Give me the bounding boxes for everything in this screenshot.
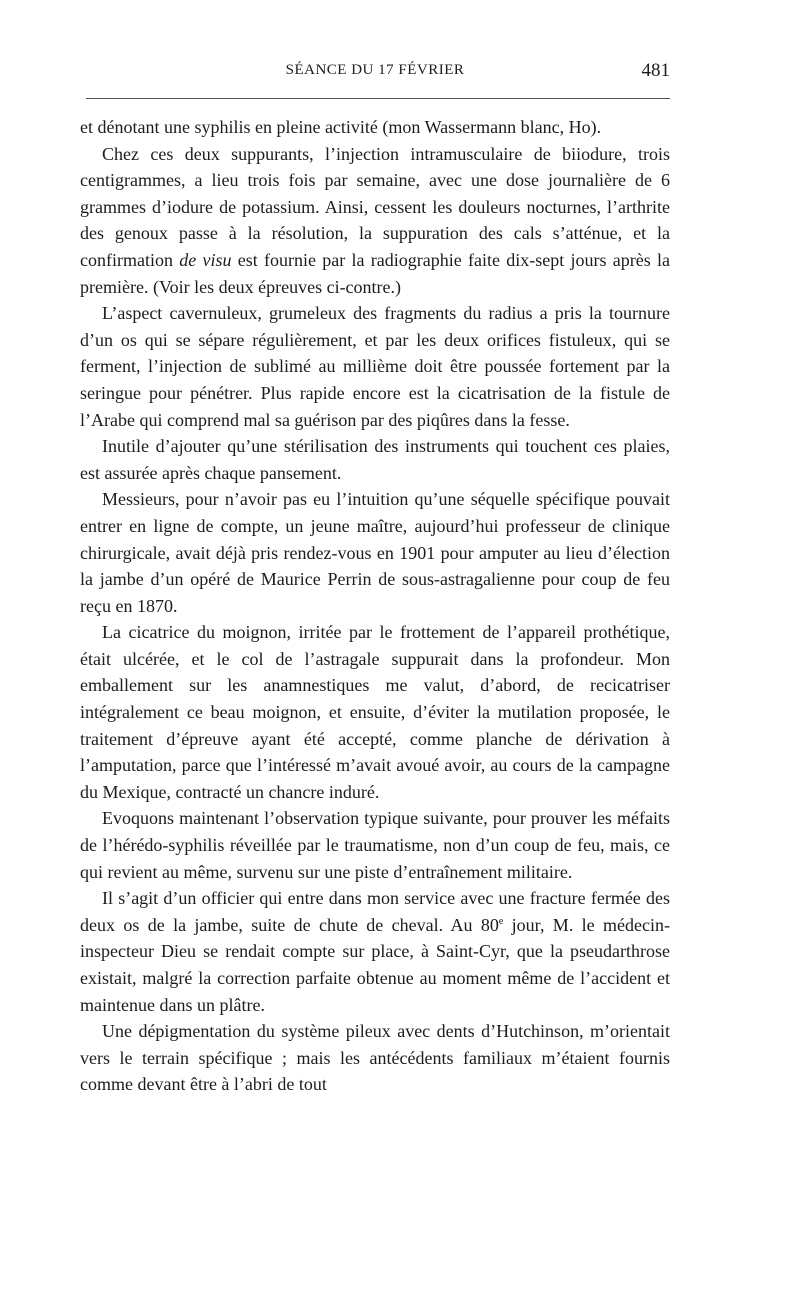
- paragraph: Il s’agit d’un officier qui entre dans mon service avec une fracture fermée des deux os de la jambe, suite de chute de cheval. Au 80e jour, M. le médecin-inspecteur Dieu se rendait compte sur place, à Saint-Cyr, que la pseudarthrose existait, malgré la correction parfaite obtenue au moment même de l’accident et maintenue dans un plâtre.: [80, 888, 670, 1015]
- running-header: [80, 60, 670, 86]
- latin-phrase: de visu: [179, 249, 232, 270]
- paragraph: La cicatrice du moignon, irritée par le frottement de l’appareil prothétique, était ulcérée, et le col de l’astragale suppurait dans la profondeur. Mon emballement sur les anamnestiques me valut, d’abord, de recicatriser intégralement ce beau moignon, et ensuite, d’éviter la mutilation proposée, le traitement d’épreuve ayant été accepté, comme planche de dérivation à l’amputation, parce que l’intéressé m’avait avoué avoir, au cours de la campagne du Mexique, contracté un chancre induré.: [80, 622, 670, 802]
- header-rule: [86, 98, 670, 99]
- paragraph: Evoquons maintenant l’observation typique suivante, pour prouver les méfaits de l’hérédo-syphilis réveillée par le traumatisme, non d’un coup de feu, mais, ce qui revient au même, survenu sur une piste d’entraînement militaire.: [80, 808, 670, 882]
- ordinal-superscript: e: [498, 915, 504, 927]
- paragraph: L’aspect cavernuleux, grumeleux des fragments du radius a pris la tournure d’un os qui se sépare régulièrement, et par les deux orifices fistuleux, qui se ferment, l’injection de sublimé au millième doit être poussée fortement par la seringue pour pénétrer. Plus rapide encore est la cicatrisation de la fistule de l’Arabe qui comprend mal sa guérison par des piqûres dans la fesse.: [80, 303, 670, 430]
- paragraph: Chez ces deux suppurants, l’injection intramusculaire de biiodure, trois centigrammes, a lieu trois fois par semaine, avec une dose journalière de 6 grammes d’iodure de potassium. Ainsi, cessent les douleurs nocturnes, l’arthrite des genoux passe à la résolution, la suppuration des cals s’atténue, et la confirmation de visu est fournie par la radiographie faite dix-sept jours après la première. (Voir les deux épreuves ci-contre.): [80, 143, 670, 297]
- paragraph: Messieurs, pour n’avoir pas eu l’intuition qu’une séquelle spécifique pouvait entrer en ligne de compte, un jeune maître, aujourd’hui professeur de clinique chirurgicale, avait déjà pris rendez-vous en 1901 pour amputer au lieu d’élection la jambe d’un opéré de Maurice Perrin de sous-astragalienne pour coup de feu reçu en 1870.: [80, 489, 670, 616]
- running-title: SÉANCE DU 17 FÉVRIER: [285, 62, 465, 78]
- paragraph: et dénotant une syphilis en pleine activité (mon Wassermann blanc, Ho).: [80, 117, 602, 137]
- paragraph: Inutile d’ajouter qu’une stérilisation des instruments qui touchent ces plaies, est assurée après chaque pansement.: [80, 436, 670, 483]
- paragraph: Une dépigmentation du système pileux avec dents d’Hutchinson, m’orientait vers le terrain spécifique ; mais les antécédents familiaux m’étaient fournis comme devant être à l’abri de tout: [80, 1021, 670, 1095]
- page-number: 481: [641, 60, 670, 81]
- body-text: [80, 114, 670, 1098]
